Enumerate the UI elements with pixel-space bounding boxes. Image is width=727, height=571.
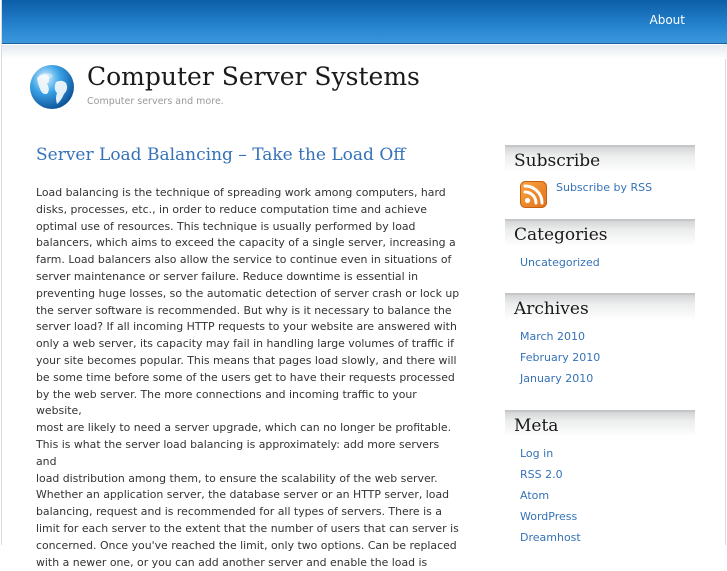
post-line: server load? If all incoming HTTP requests to your website are answered with: [36, 320, 457, 334]
post-line: disks, processes, etc., in order to reduce computation time and achieve: [36, 202, 427, 216]
meta-list: [505, 437, 695, 548]
globe-logo-icon: [28, 63, 76, 111]
rss-icon[interactable]: [520, 181, 547, 208]
post-line: preventing huge losses, so the automatic detection of server crash or lock up: [36, 286, 460, 300]
post-title-link[interactable]: Server Load Balancing – Take the Load Off: [36, 145, 406, 165]
widget-title-subscribe: Subscribe: [505, 145, 695, 172]
rss-subscribe-row: [505, 172, 695, 219]
list-item: [520, 485, 695, 506]
meta-link-atom[interactable]: Atom: [520, 489, 550, 502]
list-item: [520, 368, 695, 389]
archives-widget: [505, 293, 695, 410]
subscribe-rss-link[interactable]: Subscribe by RSS: [556, 181, 653, 194]
post-line: load distribution among them, to ensure the scalability of the web server.: [36, 471, 438, 485]
list-item: [520, 252, 695, 273]
top-navigation-bar: [2, 0, 727, 44]
post-line: most are likely to need a server upgrade, which can no longer be profitable.: [36, 421, 452, 435]
post-line: balancing, request and is recommended for all types of servers. There is a: [36, 505, 442, 519]
archive-link-january-2010[interactable]: January 2010: [520, 372, 594, 385]
post-line: your site becomes popular. This means that pages load slowly, and there will: [36, 353, 457, 367]
post-line: Whether an application server, the database server or an HTTP server, load: [36, 488, 450, 502]
post-line: only a web server, its capacity may fail in handling large volumes of traffic if: [36, 337, 454, 351]
list-item: [520, 464, 695, 485]
header-shadow: [2, 45, 727, 59]
page-frame: [1, 0, 726, 569]
list-item: [520, 527, 695, 548]
post-body: [36, 185, 461, 571]
sidebar: [505, 145, 695, 548]
categories-widget: [505, 219, 695, 293]
post-line: server maintenance or server failure. Reduce downtime is essential in: [36, 269, 419, 283]
widget-title-categories: Categories: [505, 219, 695, 246]
category-link-uncategorized[interactable]: Uncategorized: [520, 256, 600, 269]
archive-link-february-2010[interactable]: February 2010: [520, 351, 601, 364]
post-line: balancers, which aims to exceed the capacity of a single server, increasing a: [36, 236, 456, 250]
post-line: Load balancing is the technique of spreading work among computers, hard: [36, 186, 446, 199]
post-line: with a newer one, or you can add another server and enable the load is: [36, 555, 428, 569]
post-line: be some time before some of the users get to have their requests processed: [36, 370, 455, 384]
nav-link-about[interactable]: About: [649, 13, 685, 27]
post-line: This is what the server load balancing is approximately: add more servers and: [36, 437, 440, 468]
post-line: optimal use of resources. This technique is usually performed by load: [36, 219, 416, 233]
post-line: the server software is recommended. But why is it necessary to balance the: [36, 303, 452, 317]
site-description: Computer servers and more.: [87, 96, 224, 107]
meta-link-dreamhost[interactable]: Dreamhost: [520, 531, 581, 544]
post-line: concerned. Once you've reached the limit, only two options. Can be replaced: [36, 538, 457, 552]
meta-widget: [505, 410, 695, 548]
list-item: [520, 347, 695, 368]
meta-link-rss[interactable]: RSS 2.0: [520, 468, 563, 481]
site-title[interactable]: Computer Server Systems: [87, 62, 420, 91]
widget-title-archives: Archives: [505, 293, 695, 320]
list-item: [520, 506, 695, 527]
meta-link-log-in[interactable]: Log in: [520, 447, 554, 460]
list-item: [520, 443, 695, 464]
meta-link-wordpress[interactable]: WordPress: [520, 510, 578, 523]
categories-list: [505, 246, 695, 293]
widget-title-meta: Meta: [505, 410, 695, 437]
subscribe-widget: [505, 145, 695, 219]
post-line: limit for each server to the extent that the number of users that can server is: [36, 521, 459, 535]
archive-link-march-2010[interactable]: March 2010: [520, 330, 586, 343]
post-line: farm. Load balancers also allow the service to continue even in situations of: [36, 253, 452, 267]
list-item: [520, 326, 695, 347]
post-line: by the web server. The more connections and incoming traffic to your website,: [36, 387, 417, 418]
archives-list: [505, 320, 695, 410]
